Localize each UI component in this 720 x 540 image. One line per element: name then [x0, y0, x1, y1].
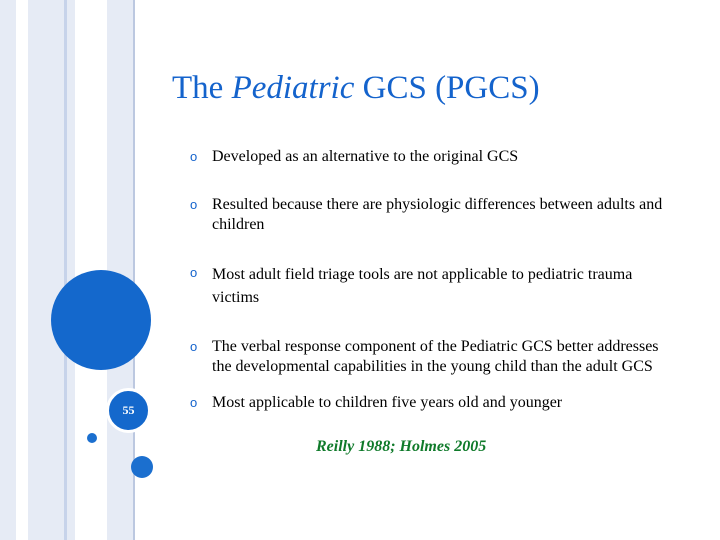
bullet-marker-icon: o	[190, 197, 198, 212]
bullet-marker-icon: o	[190, 339, 198, 354]
bullet-item	[190, 195, 670, 235]
bullet-item	[190, 337, 670, 377]
bullet-item	[190, 147, 670, 167]
citation: Reilly 1988; Holmes 2005	[316, 438, 487, 455]
title-prefix: The	[172, 70, 232, 106]
slide-number-badge	[106, 388, 151, 433]
decorative-stripe	[16, 0, 28, 540]
bullet-text: Most adult field triage tools are not applicable to pediatric trauma victims	[212, 266, 633, 306]
bullet-text: The verbal response component of the Pediatric GCS better addresses the developmental capabilities in the young child than the adult GCS	[212, 338, 659, 375]
bullet-list	[190, 147, 670, 429]
decorative-stripe	[67, 0, 75, 540]
bullet-text: Resulted because there are physiologic differences between adults and children	[212, 196, 663, 233]
decorative-circle-medium	[131, 456, 153, 478]
bullet-marker-icon: o	[190, 265, 198, 280]
decorative-stripe	[0, 0, 16, 540]
title-suffix: GCS (PGCS)	[354, 70, 540, 106]
bullet-marker-icon: o	[190, 395, 198, 410]
bullet-text: Most applicable to children five years old and younger	[212, 394, 563, 411]
bullet-marker-icon: o	[190, 149, 198, 164]
slide-number: 55	[122, 403, 135, 417]
slide-title	[172, 66, 692, 110]
title-italic-word: Pediatric	[231, 70, 355, 106]
bullet-item	[190, 263, 670, 309]
decorative-stripe	[28, 0, 64, 540]
decorative-circle-large	[51, 270, 151, 370]
bullet-item	[190, 393, 670, 413]
decorative-circle-small	[87, 433, 97, 443]
bullet-text: Developed as an alternative to the original GCS	[212, 148, 519, 165]
